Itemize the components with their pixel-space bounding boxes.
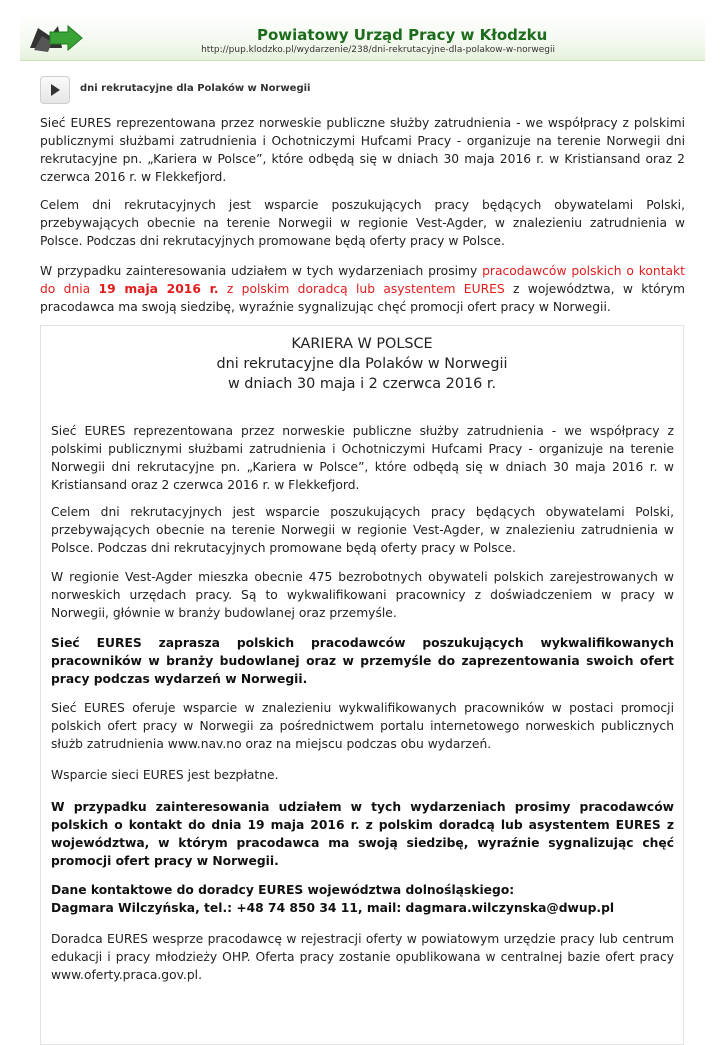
intro-paragraph-3: [40, 262, 685, 316]
contact-heading: Dane kontaktowe do doradcy EURES województwa dolnośląskiego:: [51, 883, 515, 897]
box-paragraph-8: Doradca EURES wesprze pracodawcę w rejestracji oferty w powiatowym urzędzie pracy lub centrum edukacji i pracy młodzieży OHP. Oferta pracy zostanie opublikowana w centralnej bazie ofert pracy www.oferty.praca.gov.pl.: [51, 932, 674, 982]
box-paragraph-3: W regionie Vest-Agder mieszka obecnie 475 bezrobotnych obywateli polskich zarejestrowanych w norweskich urzędach pracy. Są to wykwalifikowani pracownicy z doświadczeniem w pracy w Norwegii, głównie w branży budowlanej oraz przemyśle.: [51, 570, 674, 620]
page-url: http://pup.klodzko.pl/wydarzenie/238/dni-rekrutacyjne-dla-polakow-w-norwegii: [201, 45, 555, 55]
site-header: [20, 14, 705, 61]
chevron-right-icon: [49, 83, 61, 97]
intro-p3-red-a: pracodawców polskich o kontakt do dnia: [40, 264, 685, 296]
site-title: Powiatowy Urząd Pracy w Kłodzku: [257, 26, 548, 44]
box-title-2: dni rekrutacyjne dla Polaków w Norwegii: [216, 356, 508, 372]
box-paragraph-2: Celem dni rekrutacyjnych jest wsparcie poszukujących pracy będących obywatelami Polski, przebywających obecnie na terenie Norwegii w regionie Vest-Agder, w znalezieniu zatrudnienia w Polsce. Podczas dni rekrutacyjnych promowane będą oferty pracy w Polsce.: [51, 505, 674, 555]
box-paragraph-4: Sieć EURES zaprasza polskich pracodawców poszukujących wykwalifikowanych pracowników w branży budowlanej oraz w przemyśle do zaprezentowania swoich ofert pracy podczas wydarzeń w Norwegii.: [51, 636, 674, 686]
arrow-button[interactable]: [40, 76, 70, 104]
intro-paragraph-1: Sieć EURES reprezentowana przez norweskie publiczne służby zatrudnienia - we współpracy z polskimi publicznymi służbami zatrudnienia i Ochotniczymi Hufcami Pracy - organizuje na terenie Norwegii dni rekrutacyjne pn. „Kariera w Polsce”, które odbędą się w dniach 30 maja 2016 r. w Kristiansand oraz 2 czerwca 2016 r. w Flekkefjord.: [40, 116, 685, 184]
intro-p3-deadline: 19 maja 2016 r.: [98, 282, 219, 296]
box-title-3: w dniach 30 maja i 2 czerwca 2016 r.: [227, 376, 497, 392]
intro-paragraph-2: Celem dni rekrutacyjnych jest wsparcie poszukujących pracy będących obywatelami Polski, przebywających obecnie na terenie Norwegii w regionie Vest-Agder, w znalezieniu zatrudnienia w Polsce. Podczas dni rekrutacyjnych promowane będą oferty pracy w Polsce.: [40, 198, 685, 248]
box-title-1: KARIERA W POLSCE: [291, 336, 433, 352]
breadcrumb: [40, 76, 680, 106]
intro-p3-red-b: z polskim doradcą lub asystentem EURES: [218, 282, 505, 296]
intro-p3-text-b: z województwa, w którym pracodawca ma swoją siedzibę, wyraźnie sygnalizując chęć promocji ofert pracy w Norwegii.: [40, 282, 685, 314]
box-paragraph-5: Sieć EURES oferuje wsparcie w znalezieniu wykwalifikowanych pracowników w postaci promocji polskich ofert pracy w Norwegii za pośrednictwem portalu internetowego norweskich publicznych służb zatrudnienia www.nav.no oraz na miejscu podczas obu wydarzeń.: [51, 701, 674, 751]
box-paragraph-7: W przypadku zainteresowania udziałem w tych wydarzeniach prosimy pracodawców polskich o kontakt do dnia 19 maja 2016 r. z polskim doradcą lub asystentem EURES z województwa, w którym pracodawca ma swoją siedzibę, wyraźnie sygnalizując chęć promocji ofert pracy w Norwegii.: [51, 800, 674, 868]
contact-details: Dagmara Wilczyńska, tel.: +48 74 850 34 11, mail: dagmara.wilczynska@dwup.pl: [51, 901, 615, 915]
breadcrumb-title: dni rekrutacyjne dla Polaków w Norwegii: [80, 83, 311, 94]
box-paragraph-1: Sieć EURES reprezentowana przez norweskie publiczne służby zatrudnienia - we współpracy z polskimi publicznymi służbami zatrudnienia i Ochotniczymi Hufcami Pracy - organizuje na terenie Norwegii dni rekrutacyjne pn. „Kariera w Polsce”, które odbędą się w dniach 30 maja 2016 r. w Kristiansand oraz 2 czerwca 2016 r. w Flekkefjord.: [51, 424, 674, 492]
box-paragraph-6: Wsparcie sieci EURES jest bezpłatne.: [51, 768, 279, 782]
event-box: [40, 325, 684, 1045]
intro-p3-text-a: W przypadku zainteresowania udziałem w tych wydarzeniach prosimy: [40, 264, 483, 278]
